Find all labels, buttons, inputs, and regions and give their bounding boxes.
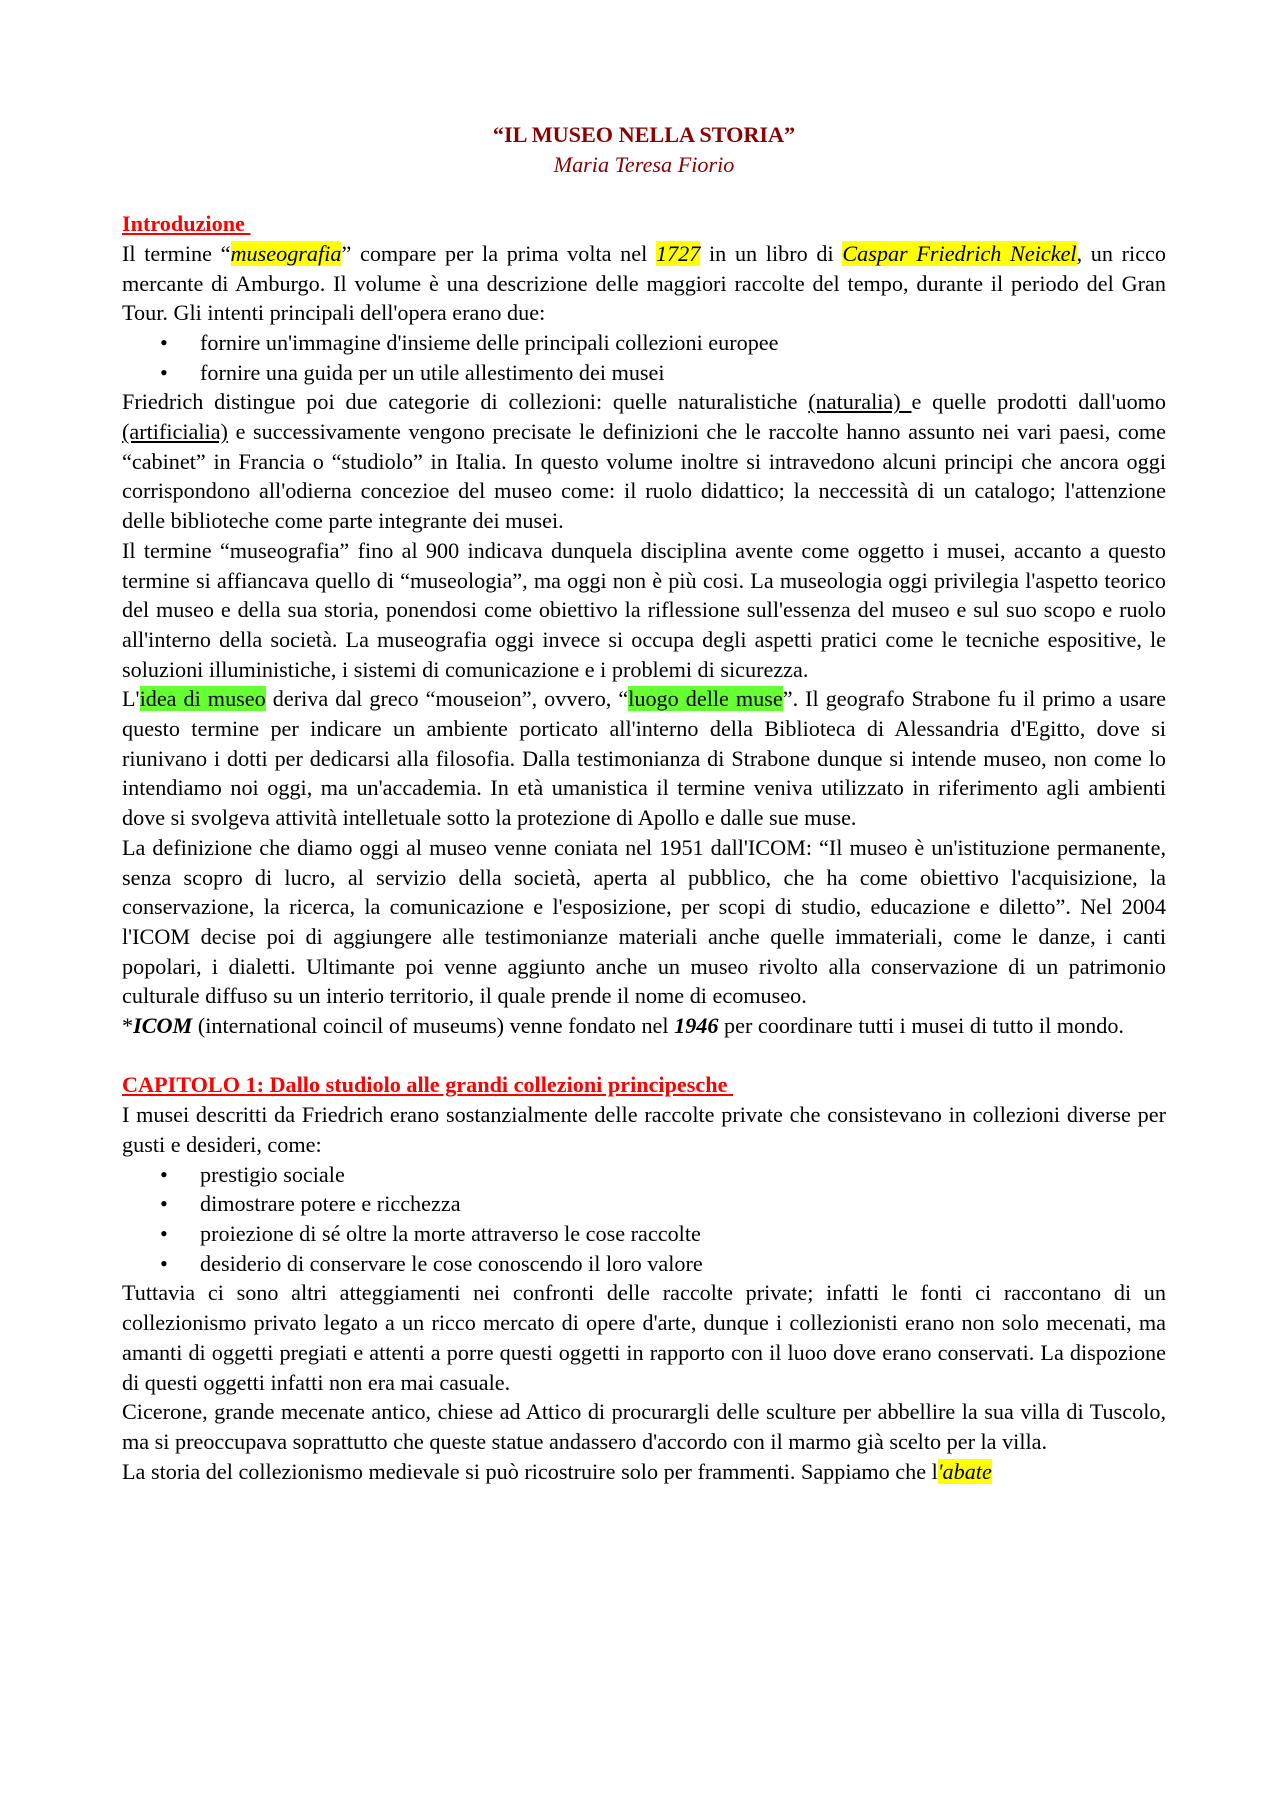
highlight-idea-di-museo: idea di museo (139, 686, 266, 712)
list-item (122, 1219, 1166, 1249)
document-author: Maria Teresa Fiorio (553, 151, 735, 177)
list-item-text: fornire una guida per un utile allestimento dei musei (200, 359, 665, 385)
chapter1-paragraph-1: I musei descritti da Friedrich erano sostanzialmente delle raccolte private che consistevano in collezioni diverse per gusti e desideri, come: (122, 1102, 1166, 1157)
list-item (122, 1189, 1166, 1219)
highlight-museografia: museografia (230, 240, 342, 266)
list-item-text: prestigio sociale (200, 1161, 345, 1187)
text-span: , un ricco mercante di Amburgo. Il volume è una descrizione delle maggiori raccolte del tempo, durante il periodo del Gran Tour. Gli intenti principali dell'opera erano due: (122, 240, 1167, 326)
intro-heading: Introduzione (122, 211, 251, 237)
list-item (122, 1249, 1166, 1279)
list-item-text: desiderio di conservare le cose conoscendo il loro valore (200, 1250, 703, 1276)
chapter1-paragraph-4 (122, 1457, 1166, 1487)
text-span: Friedrich distingue poi due categorie di collezioni: quelle naturalistiche (122, 389, 809, 415)
highlight-year-1727: 1727 (655, 240, 701, 266)
bullet-icon: • (160, 1220, 168, 1246)
highlight-caspar-neickel: Caspar Friedrich Neickel (842, 240, 1077, 266)
text-span: deriva dal greco “mouseion”, ovvero, “ (265, 686, 629, 712)
intro-paragraph-6 (122, 1011, 1166, 1041)
intro-paragraph-2 (122, 387, 1166, 536)
intro-bullet-list (122, 328, 1166, 387)
list-item-text: proiezione di sé oltre la morte attraverso le cose raccolte (200, 1220, 701, 1246)
text-span: La storia del collezionismo medievale si può ricostruire solo per frammenti. Sappiamo che l (122, 1458, 938, 1484)
text-span: e quelle prodotti dall'uomo (911, 389, 1167, 415)
list-item (122, 1160, 1166, 1190)
bold-year-1946: 1946 (674, 1013, 719, 1039)
chapter1-paragraph-3: Cicerone, grande mecenate antico, chiese ad Attico di procurargli delle sculture per abbellire la sua villa di Tuscolo, ma si preoccupava soprattutto che queste statue andassero d'accordo con il marmo già scelto per la villa. (122, 1399, 1166, 1454)
text-span: in un libro di (700, 240, 843, 266)
intro-paragraph-5: La definizione che diamo oggi al museo venne coniata nel 1951 dall'ICOM: “Il museo è un'istituzione permanente, senza scopro di lucro, al servizio della società, aperta al pubblico, che ha come obiettivo l'acquisizione, la conservazione, la ricerca, la comunicazione e l'esposizione, per scopi di studio, educazione e diletto”. Nel 2004 l'ICOM decise poi di aggiungere alle testimonianze materiali anche quelle immateriali, come le danze, i canti popolari, i dialetti. Ultimante poi venne aggiunto anche un museo rivolto alla conservazione di un patrimonio culturale diffuso su un interio territorio, il quale prende il nome di ecomuseo. (122, 834, 1166, 1009)
intro-paragraph-3: Il termine “museografia” fino al 900 indicava dunquela disciplina avente come oggetto i musei, accanto a questo termine si affiancava quello di “museologia”, ma oggi non è più cosi. La museologia oggi privilegia l'aspetto teorico del museo e della sua storia, ponendosi come obiettivo la riflessione sull'essenza del museo e sul suo scopo e ruolo all'interno della società. La museografia oggi invece si occupa degli aspetti pratici come le tecniche espositive, le soluzioni illuministiche, i sistemi di comunicazione e i problemi di sicurezza. (122, 537, 1166, 682)
section-spacer (122, 1041, 1166, 1071)
bullet-icon: • (160, 329, 168, 355)
chapter1-heading: CAPITOLO 1: Dallo studiolo alle grandi collezioni principesche (122, 1072, 734, 1098)
underlined-artificialia: (artificialia) (122, 419, 228, 445)
list-item (122, 328, 1166, 358)
text-span: * (122, 1013, 134, 1039)
bullet-icon: • (160, 1161, 168, 1187)
text-span: L' (122, 686, 140, 712)
bullet-icon: • (160, 359, 168, 385)
bold-icom: ICOM (133, 1013, 193, 1039)
text-span: e successivamente vengono precisate le definizioni che le raccolte hanno assunto nei vari paesi, come “cabinet” in Francia o “studiolo” in Italia. In questo volume inoltre si intravedono alcuni principi che ancora oggi corrispondono all'odierna concezioe del museo come: il ruolo didattico; la neccessità di un catalogo; l'attenzione delle biblioteche come parte integrante dei musei. (122, 419, 1166, 534)
document-title: “IL MUSEO NELLA STORIA” (492, 122, 796, 147)
highlight-abate: 'abate (937, 1458, 992, 1484)
chapter1-paragraph-2: Tuttavia ci sono altri atteggiamenti nei confronti delle raccolte private; infatti le fonti ci raccontano di un collezionismo privato legato a un ricco mercato di opere d'arte, dunque i collezionisti erano non solo mecenati, ma amanti di oggetti pregiati e attenti a porre questi oggetti in rapporto con il luoo dove erano conservati. La dispozione di questi oggetti infatti non era mai casuale. (122, 1280, 1166, 1395)
text-span: ” compare per la prima volta nel (341, 240, 656, 266)
bullet-icon: • (160, 1250, 168, 1276)
bullet-icon: • (160, 1191, 168, 1217)
underlined-naturalia: (naturalia) (808, 389, 912, 415)
chapter1-bullet-list (122, 1160, 1166, 1279)
list-item-text: fornire un'immagine d'insieme delle principali collezioni europee (200, 329, 779, 355)
text-span: per coordinare tutti i musei di tutto il mondo. (718, 1013, 1124, 1039)
intro-paragraph-1 (122, 239, 1166, 328)
intro-paragraph-4 (122, 684, 1166, 833)
text-span: ”. Il geografo Strabone fu il primo a usare questo termine per indicare un ambiente porticato all'interno della Biblioteca di Alessandria d'Egitto, dove si riunivano i dotti per dedicarsi alla filosofia. Dalla testimonianza di Strabone dunque si intende museo, non come lo intendiamo noi oggi, ma un'accademia. In età umanistica il termine veniva utilizzato in riferimento agli ambienti dove si svolgeva attività intelletuale sotto la protezione di Apollo e dalle sue muse. (122, 686, 1167, 831)
text-span: (international coincil of museums) venne fondato nel (192, 1013, 675, 1039)
list-item-text: dimostrare potere e ricchezza (200, 1191, 461, 1217)
document-page (122, 120, 1166, 1486)
list-item (122, 358, 1166, 388)
text-span: Il termine “ (122, 240, 231, 266)
highlight-luogo-delle-muse: luogo delle muse (628, 686, 783, 712)
